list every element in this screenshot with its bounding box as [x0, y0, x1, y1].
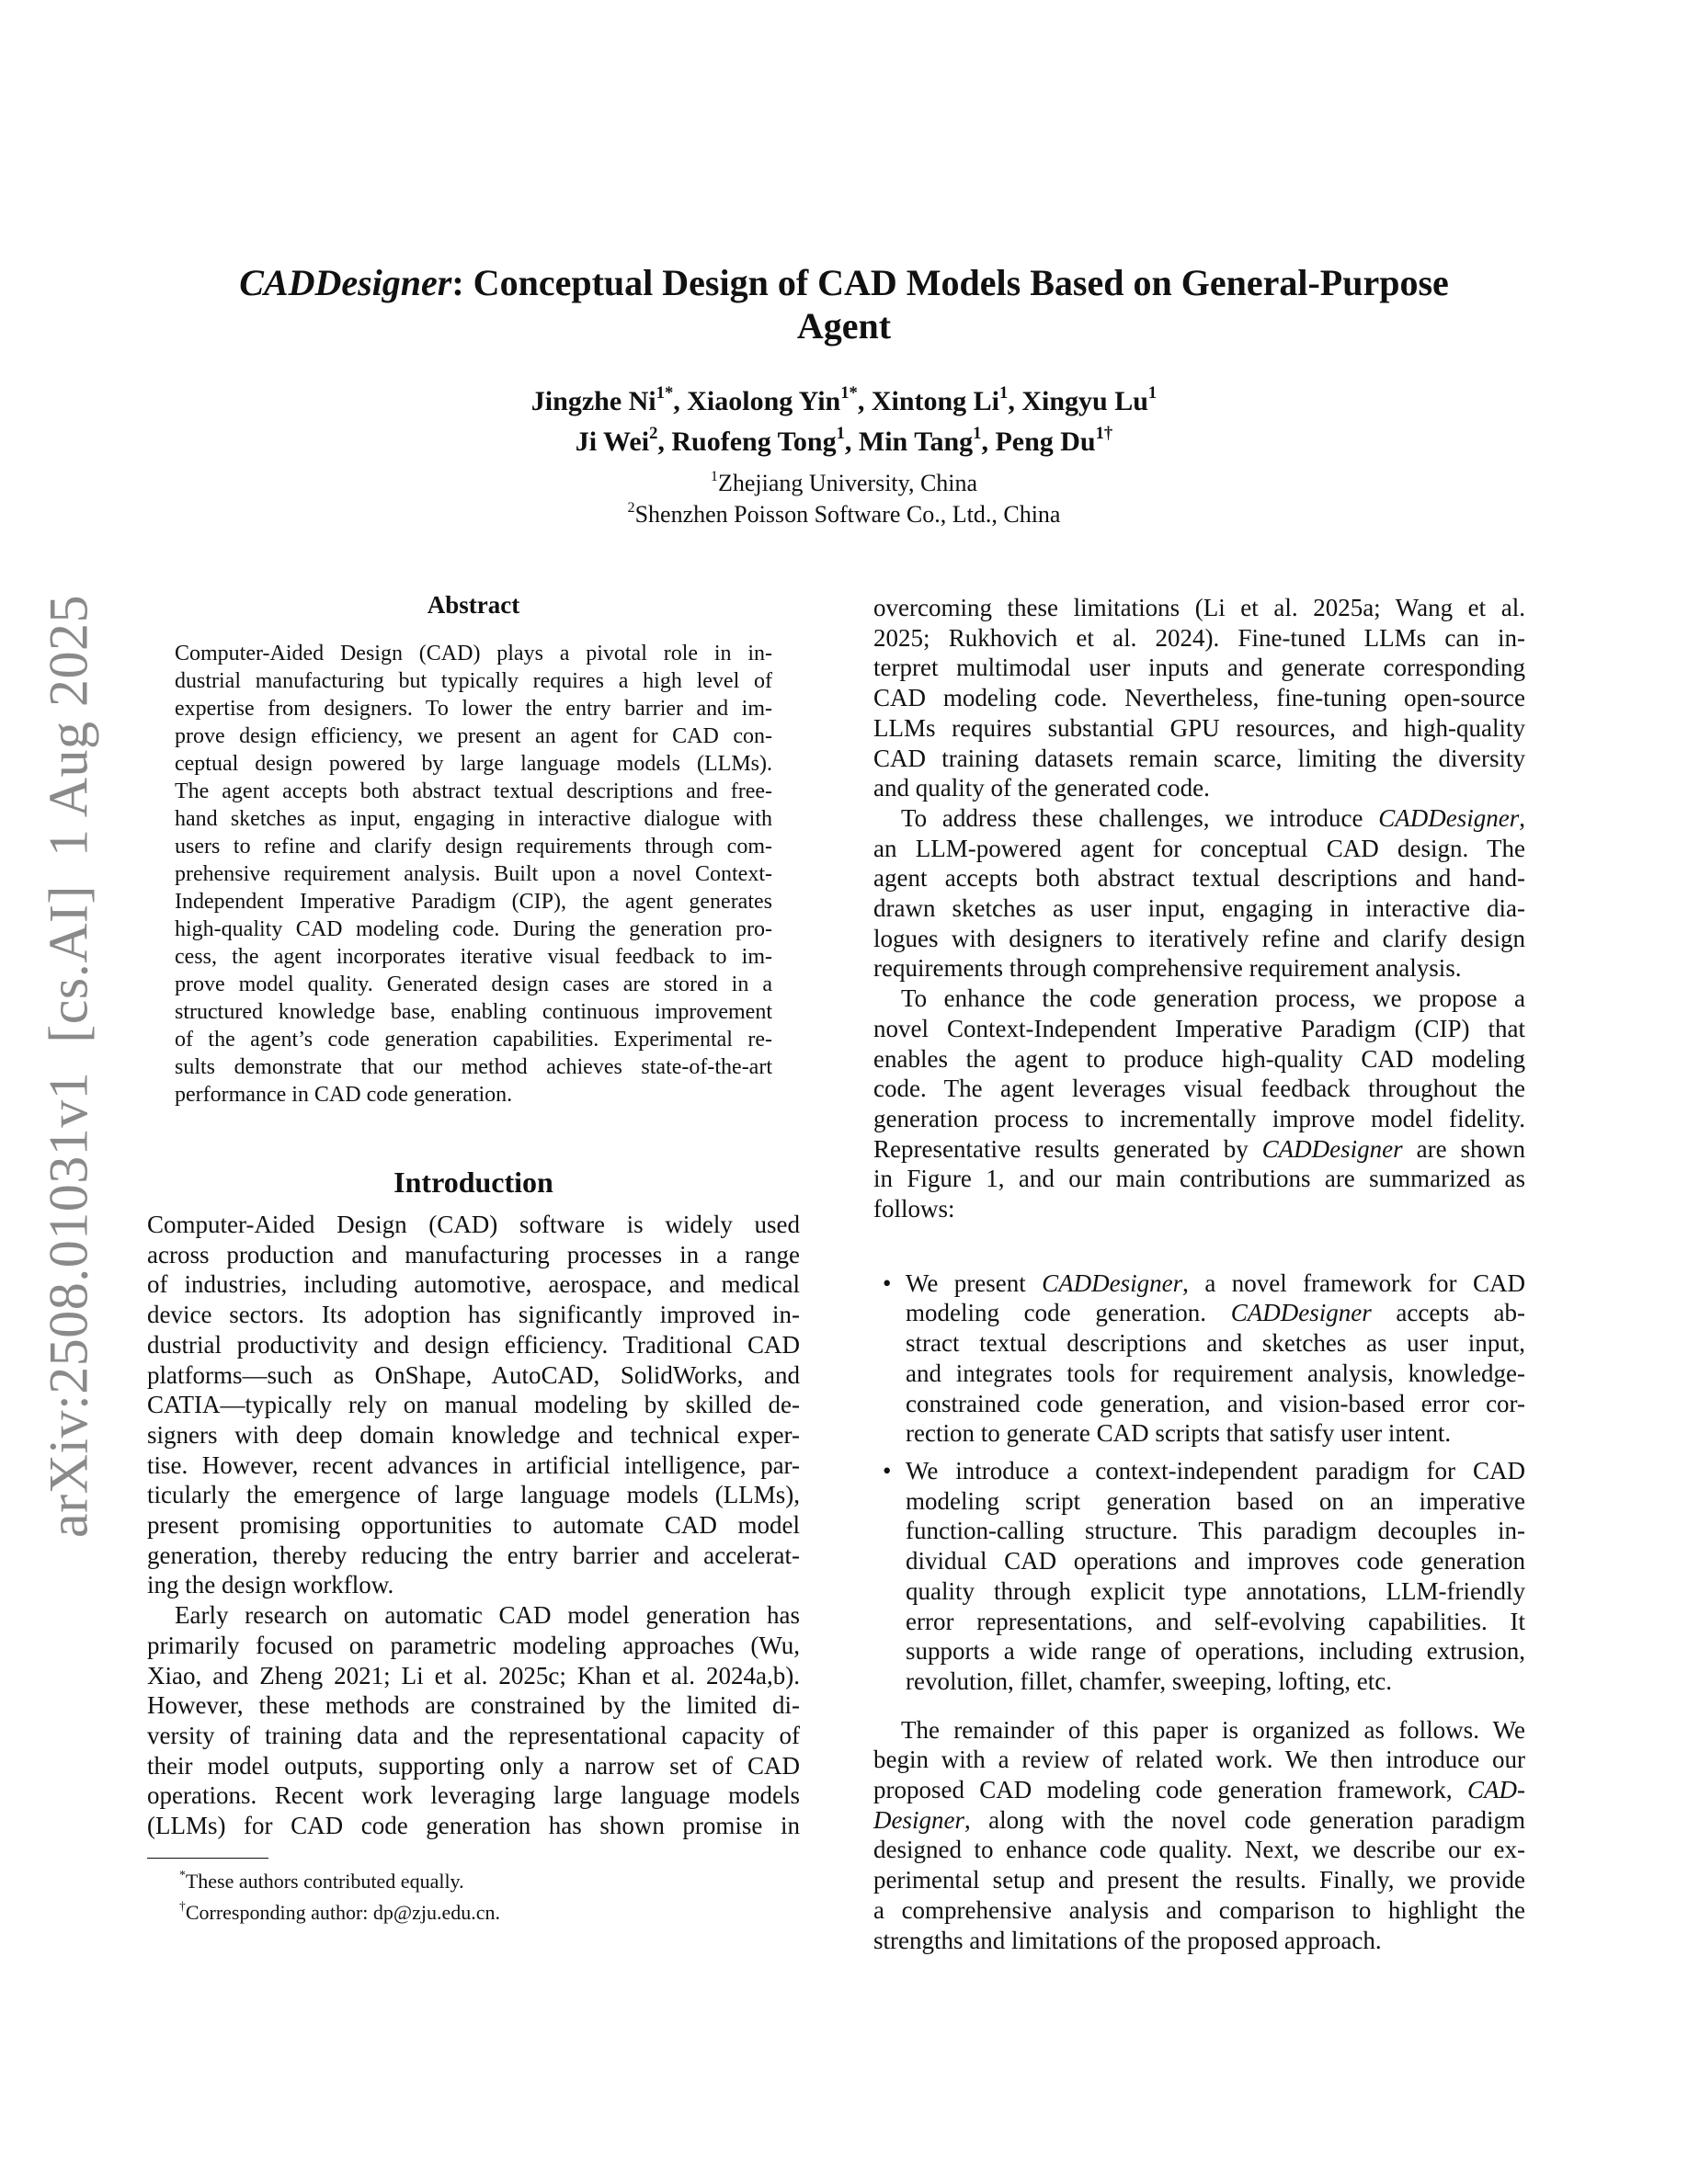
- text-line: and integrates tools for requirement analysis, knowledge-: [906, 1359, 1525, 1387]
- author-name: Jingzhe Ni: [530, 386, 656, 416]
- text-line: high-quality CAD modeling code. During the generation pro-: [175, 917, 772, 941]
- text-line: agent accepts both abstract textual descriptions and hand-: [873, 864, 1525, 893]
- text-line: (LLMs) for CAD code generation has shown promise in: [147, 1812, 800, 1840]
- text-line: CAD modeling code. Nevertheless, fine-tuning open-source: [873, 684, 1525, 712]
- text-line: designed to enhance code quality. Next, we describe our ex-: [873, 1836, 1525, 1864]
- contribution-item: [873, 1268, 1525, 1449]
- italic-term: CADDesigner: [1261, 1134, 1403, 1163]
- bullet-icon: •: [883, 1268, 892, 1297]
- text-line: present promising opportunities to automate CAD model: [147, 1511, 800, 1540]
- text-line: function-calling structure. This paradigm decouples in-: [906, 1517, 1525, 1545]
- text-segment: Representative results generated by: [873, 1134, 1262, 1163]
- affiliations: [0, 468, 1688, 530]
- text-line: users to refine and clarify design requirements through com-: [175, 835, 772, 859]
- text-segment: modeling code generation.: [906, 1299, 1231, 1327]
- text-line: sults demonstrate that our method achieves state-of-the-art: [175, 1055, 772, 1079]
- text-line: of the agent’s code generation capabilities. Experimental re-: [175, 1028, 772, 1052]
- paragraph: [873, 1715, 1525, 1956]
- text-line: Xiao, and Zheng 2021; Li et al. 2025c; Khan et al. 2024a,b).: [147, 1661, 800, 1689]
- left-column-body: [147, 1210, 800, 1841]
- affiliation-mark: 2: [627, 499, 635, 516]
- paragraph: [873, 593, 1525, 803]
- text-line: strengths and limitations of the proposed approach.: [873, 1926, 1382, 1954]
- text-line: ing the design workflow.: [147, 1571, 394, 1599]
- author-list: Jingzhe $Ni^{1*}$, Xiaolong Yin$^{1*}$, Xintong Li$^1$, Xingyu Lu$^1$ Ji Wei$^2$, Ruofeng Tong$^1$, Min Tang$^1$, Peng $Du^{1\dagger}$: [530, 383, 1158, 457]
- text-line: prehensive requirement analysis. Built upon a novel Context-: [175, 862, 772, 886]
- text-line: [873, 1805, 1525, 1836]
- text-line: error representations, and self-evolving capabilities. It: [906, 1607, 1525, 1635]
- title-system-name: CADDesigner: [239, 262, 452, 303]
- author-affiliation-mark: 1*: [840, 383, 858, 404]
- text-line: drawn sketches as user input, engaging in interactive dia-: [873, 894, 1525, 923]
- author-name: Ruofeng Tong: [671, 427, 837, 457]
- text-line: We introduce a context-independent paradigm for CAD: [906, 1456, 1525, 1484]
- text-segment: , along with the novel code generation paradigm: [964, 1805, 1525, 1834]
- footnotes: [147, 1866, 500, 1928]
- text-line: stract textual descriptions and sketches as user input,: [906, 1329, 1525, 1358]
- text-line: hand sketches as input, engaging in interactive dialogue with: [175, 807, 772, 831]
- text-segment: proposed CAD modeling code generation framework,: [873, 1776, 1467, 1804]
- text-line: an LLM-powered agent for conceptual CAD design. The: [873, 834, 1525, 862]
- author-affiliation-mark: 2: [649, 424, 658, 444]
- text-line: code. The agent leverages visual feedback throughout the: [873, 1075, 1525, 1103]
- right-column-body: [873, 593, 1525, 1955]
- text-line: supports a wide range of operations, including extrusion,: [906, 1637, 1525, 1666]
- text-line: perimental setup and present the results. Finally, we provide: [873, 1866, 1525, 1894]
- paper-title: [0, 261, 1688, 347]
- author-affiliation-mark: 1: [973, 424, 982, 444]
- author-affiliation-mark: 1: [999, 383, 1009, 404]
- text-line: dividual CAD operations and improves code generation: [906, 1547, 1525, 1575]
- contributions-list: [873, 1268, 1525, 1697]
- text-line: prove model quality. Generated design cases are stored in a: [175, 973, 772, 996]
- text-line: quality through explicit type annotations, LLM-friendly: [906, 1576, 1525, 1605]
- text-segment: ,: [1519, 803, 1525, 832]
- text-line: The agent accepts both abstract textual descriptions and free-: [175, 779, 772, 803]
- text-line: constrained code generation, and vision-based error cor-: [906, 1389, 1525, 1417]
- italic-term: CADDesigner: [1378, 803, 1520, 832]
- text-segment: We present: [906, 1268, 1043, 1297]
- affiliation-mark: 1: [710, 468, 718, 484]
- affiliation: [0, 468, 1688, 499]
- abstract-heading: Abstract: [427, 591, 520, 619]
- footnote: [147, 1866, 500, 1897]
- text-line: of industries, including automotive, aerospace, and medical: [147, 1270, 800, 1299]
- text-line: [906, 1298, 1525, 1328]
- footnote-divider: [147, 1858, 268, 1859]
- title-line2: Agent: [796, 305, 892, 347]
- text-line: 2025; Rukhovich et al. 2024). Fine-tuned LLMs can in-: [873, 623, 1525, 652]
- text-line: To enhance the code generation process, we propose a: [901, 984, 1525, 1013]
- text-line: follows:: [873, 1195, 955, 1223]
- text-line: dustrial manufacturing but typically requires a high level of: [175, 669, 772, 693]
- text-segment: are shown: [1402, 1134, 1526, 1163]
- contribution-item: [873, 1456, 1525, 1697]
- text-line: Early research on automatic CAD model generation has: [175, 1601, 800, 1630]
- text-line: generation, thereby reducing the entry barrier and accelerat-: [147, 1541, 800, 1569]
- text-line: Computer-Aided Design (CAD) plays a pivotal role in in-: [175, 642, 772, 665]
- text-line: signers with deep domain knowledge and technical exper-: [147, 1420, 800, 1449]
- text-line: requirements through comprehensive requirement analysis.: [873, 954, 1462, 983]
- text-line: and quality of the generated code.: [873, 774, 1210, 802]
- text-line: ceptual design powered by large language models (LLMs).: [175, 752, 772, 776]
- author-name: Ji Wei: [575, 427, 650, 457]
- text-line: [906, 1268, 1525, 1299]
- text-line: dustrial productivity and design efficiency. Traditional CAD: [147, 1330, 800, 1359]
- text-line: revolution, fillet, chamfer, sweeping, lofting, etc.: [906, 1666, 1393, 1695]
- abstract-body: [175, 640, 772, 1109]
- text-line: tise. However, recent advances in artificial intelligence, par-: [147, 1450, 800, 1479]
- paragraph: [147, 1210, 800, 1600]
- italic-term: CADDesigner: [1230, 1299, 1372, 1327]
- text-line: CATIA—typically rely on manual modeling by skilled de-: [147, 1391, 800, 1419]
- italic-term: CADDesigner: [1042, 1268, 1183, 1297]
- text-line: structured knowledge base, enabling continuous improvement: [175, 1000, 772, 1024]
- text-line: their model outputs, supporting only a narrow set of CAD: [147, 1751, 800, 1780]
- text-line: LLMs requires substantial GPU resources, and high-quality: [873, 713, 1525, 742]
- footnote: [147, 1897, 500, 1928]
- affiliation: [0, 499, 1688, 530]
- text-line: logues with designers to iteratively refine and clarify design: [873, 924, 1525, 952]
- text-line: modeling script generation based on an imperative: [906, 1486, 1525, 1515]
- paragraph: [147, 1600, 800, 1841]
- text-line: Computer-Aided Design (CAD) software is widely used: [147, 1211, 800, 1238]
- text-line: expertise from designers. To lower the entry barrier and im-: [175, 697, 772, 721]
- italic-term: Designer: [873, 1805, 964, 1834]
- arxiv-identifier-stamp: arXiv:2508.01031v1 [cs.AI] 1 Aug 2025: [38, 594, 99, 1539]
- text-segment: , a novel framework for CAD: [1182, 1268, 1525, 1297]
- text-line: begin with a review of related work. We then introduce our: [873, 1746, 1525, 1774]
- text-line: prove design efficiency, we present an agent for CAD con-: [175, 724, 772, 748]
- author-affiliation-mark: 1: [836, 424, 845, 444]
- text-segment: To address these challenges, we introduce: [901, 803, 1379, 832]
- author-name: Min Tang: [858, 427, 974, 457]
- text-line: performance in CAD code generation.: [175, 1083, 513, 1107]
- text-line: platforms—such as OnShape, AutoCAD, SolidWorks, and: [147, 1360, 800, 1389]
- author-name: Xingyu Lu: [1021, 386, 1148, 416]
- affiliation-name: Zhejiang University, China: [717, 470, 978, 496]
- footnote-text: Corresponding author: dp@zju.edu.cn.: [185, 1901, 501, 1924]
- text-line: [873, 1775, 1525, 1805]
- text-line: The remainder of this paper is organized as follows. We: [901, 1715, 1525, 1744]
- text-line: novel Context-Independent Imperative Paradigm (CIP) that: [873, 1014, 1525, 1042]
- affiliation-name: Shenzhen Poisson Software Co., Ltd., China: [634, 501, 1061, 528]
- footnote-text: These authors contributed equally.: [185, 1870, 464, 1893]
- text-line: device sectors. Its adoption has significantly improved in-: [147, 1301, 800, 1329]
- paragraph: [873, 803, 1525, 984]
- text-line: a comprehensive analysis and comparison to highlight the: [873, 1895, 1525, 1924]
- text-line: overcoming these limitations (Li et al. 2025a; Wang et al.: [873, 594, 1525, 621]
- text-line: However, these methods are constrained by the limited di-: [147, 1691, 800, 1720]
- text-line: enables the agent to produce high-quality CAD modeling: [873, 1044, 1525, 1073]
- author-name: Xintong Li: [871, 386, 1000, 416]
- text-line: cess, the agent incorporates iterative visual feedback to im-: [175, 945, 772, 969]
- text-line: [873, 1134, 1525, 1165]
- author-name: Peng Du: [995, 427, 1096, 457]
- text-line: in Figure 1, and our main contributions are summarized as: [873, 1165, 1525, 1193]
- author-affiliation-mark: 1*: [656, 383, 674, 404]
- text-line: CAD training datasets remain scarce, limiting the diversity: [873, 744, 1525, 772]
- text-line: Independent Imperative Paradigm (CIP), the agent generates: [175, 890, 772, 914]
- bullet-icon: •: [883, 1456, 892, 1484]
- footnote-mark: †: [179, 1899, 186, 1914]
- paragraph: [873, 984, 1525, 1224]
- introduction-heading: Introduction: [393, 1166, 553, 1199]
- text-line: across production and manufacturing processes in a range: [147, 1240, 800, 1268]
- text-line: rection to generate CAD scripts that satisfy user intent.: [906, 1419, 1452, 1448]
- title-line1: : Conceptual Design of CAD Models Based on General-Purpose: [451, 262, 1449, 303]
- text-line: generation process to incrementally improve model fidelity.: [873, 1104, 1525, 1132]
- text-line: operations. Recent work leveraging large language models: [147, 1781, 800, 1810]
- text-line: [873, 803, 1525, 834]
- author-affiliation-mark: 1†: [1095, 424, 1113, 444]
- text-line: versity of training data and the representational capacity of: [147, 1721, 800, 1749]
- text-line: primarily focused on parametric modeling approaches (Wu,: [147, 1631, 800, 1659]
- text-line: ticularly the emergence of large language models (LLMs),: [147, 1481, 800, 1509]
- italic-term: CAD-: [1467, 1776, 1525, 1804]
- author-name: Xiaolong Yin: [687, 386, 841, 416]
- text-line: terpret multimodal user inputs and generate corresponding: [873, 654, 1525, 682]
- text-segment: accepts ab-: [1371, 1299, 1525, 1327]
- footnote-mark: *: [179, 1868, 186, 1883]
- author-affiliation-mark: 1: [1147, 383, 1158, 404]
